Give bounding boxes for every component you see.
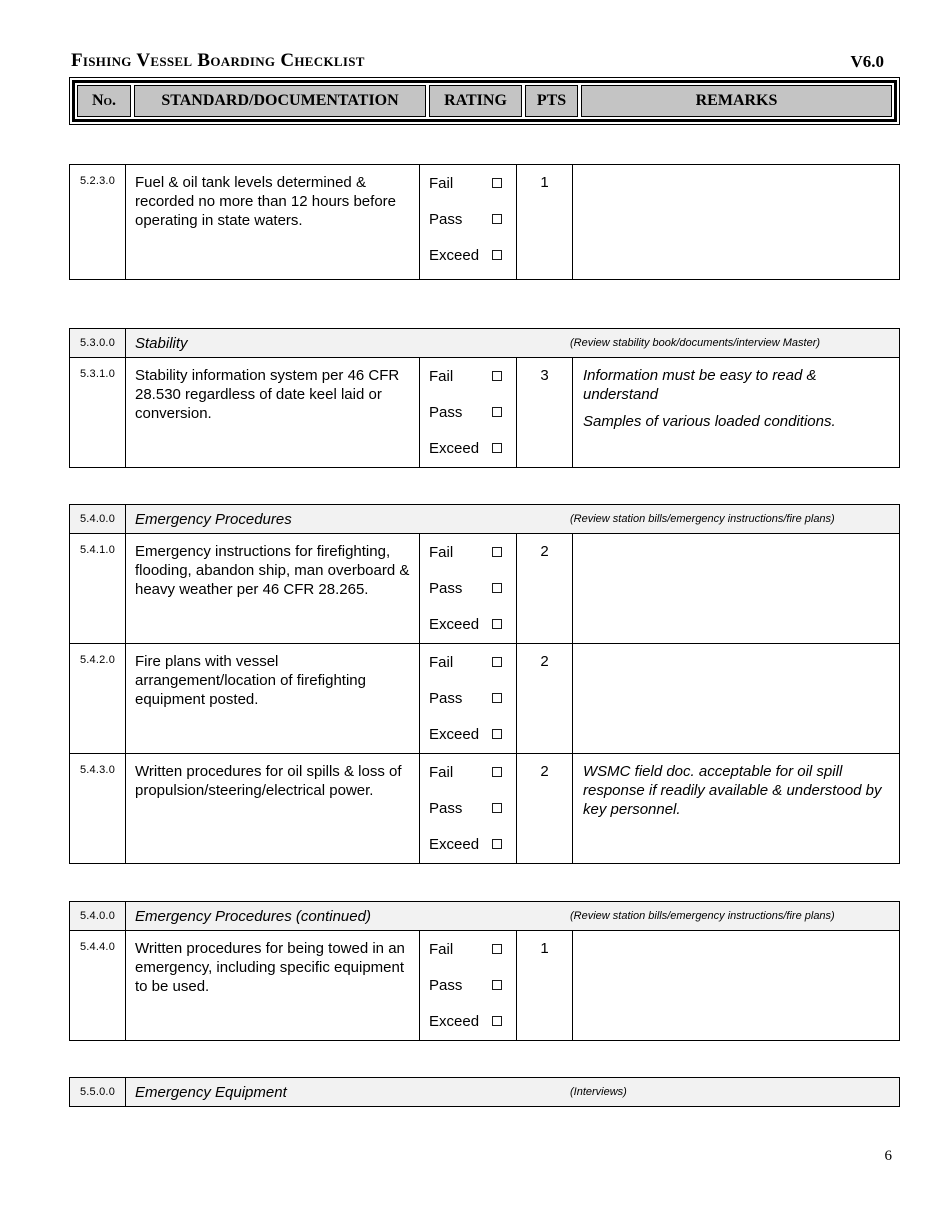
- rating-option-fail: [429, 366, 502, 386]
- exceed-label: Exceed: [429, 1012, 480, 1030]
- exceed-label: Exceed: [429, 439, 480, 457]
- pass-checkbox[interactable]: [492, 407, 502, 417]
- checklist-table: [69, 1077, 900, 1107]
- remarks-text: Samples of various loaded conditions.: [583, 413, 836, 430]
- section-header-cell: [125, 329, 899, 357]
- standard-text: Stability information system per 46 CFR 28.530 regardless of date keel laid or conversion.: [125, 358, 419, 467]
- standard-text: Written procedures for oil spills & loss of propulsion/steering/electrical power.: [125, 754, 419, 863]
- standard-text: Fuel & oil tank levels determined & recorded no more than 12 hours before operating in state waters.: [125, 165, 419, 279]
- rating-option-pass: [429, 975, 502, 995]
- pass-label: Pass: [429, 799, 463, 817]
- table-row: [70, 753, 899, 863]
- pts-value: 2: [516, 644, 572, 753]
- pass-checkbox[interactable]: [492, 803, 502, 813]
- rating-cell: [419, 931, 516, 1040]
- column-header-no: No.: [77, 85, 131, 117]
- column-header-remarks: REMARKS: [581, 85, 892, 117]
- row-number: 5.4.1.0: [79, 544, 116, 556]
- section-number: 5.3.0.0: [79, 337, 116, 349]
- remarks-cell: [572, 754, 899, 863]
- checklist-table: [69, 164, 900, 280]
- exceed-checkbox[interactable]: [492, 1016, 502, 1026]
- fail-checkbox[interactable]: [492, 178, 502, 188]
- section-note: (Review station bills/emergency instructions/fire plans): [570, 513, 835, 525]
- rating-option-exceed: [429, 245, 502, 265]
- table-row: [70, 357, 899, 467]
- remarks-text: Information must be easy to read & understand: [583, 367, 817, 403]
- section-number: 5.4.0.0: [79, 910, 116, 922]
- row-number: 5.2.3.0: [79, 175, 116, 187]
- section-note: (Review station bills/emergency instructions/fire plans): [570, 910, 835, 922]
- section-header-cell: [125, 505, 899, 533]
- row-number: 5.3.1.0: [79, 368, 116, 380]
- pass-checkbox[interactable]: [492, 214, 502, 224]
- pass-label: Pass: [429, 210, 463, 228]
- checklist-table: [69, 328, 900, 468]
- fail-checkbox[interactable]: [492, 944, 502, 954]
- rating-cell: [419, 358, 516, 467]
- remarks-cell: [572, 644, 899, 753]
- section-number: 5.4.0.0: [79, 513, 116, 525]
- pass-label: Pass: [429, 976, 463, 994]
- rating-option-fail: [429, 762, 502, 782]
- pass-label: Pass: [429, 579, 463, 597]
- rating-option-pass: [429, 578, 502, 598]
- checklist-header-inner: [72, 80, 897, 122]
- pass-checkbox[interactable]: [492, 693, 502, 703]
- rating-option-exceed: [429, 614, 502, 634]
- rating-option-exceed: [429, 438, 502, 458]
- exceed-label: Exceed: [429, 246, 480, 264]
- rating-cell: [419, 754, 516, 863]
- section-header-cell: [125, 902, 899, 930]
- table-row: [70, 930, 899, 1040]
- exceed-checkbox[interactable]: [492, 619, 502, 629]
- exceed-checkbox[interactable]: [492, 250, 502, 260]
- pass-label: Pass: [429, 403, 463, 421]
- fail-checkbox[interactable]: [492, 657, 502, 667]
- pts-value: 3: [516, 358, 572, 467]
- section-row: [70, 505, 899, 533]
- rating-option-fail: [429, 542, 502, 562]
- checklist-header-table: [69, 77, 900, 125]
- fail-label: Fail: [429, 653, 454, 671]
- row-number: 5.4.4.0: [79, 941, 116, 953]
- exceed-checkbox[interactable]: [492, 729, 502, 739]
- rating-cell: [419, 644, 516, 753]
- remarks-text: WSMC field doc. acceptable for oil spill response if readily available & understood by key personnel.: [583, 763, 882, 818]
- section-note: (Review stability book/documents/interview Master): [570, 337, 821, 349]
- checklist-table: [69, 504, 900, 864]
- rating-option-pass: [429, 209, 502, 229]
- fail-label: Fail: [429, 367, 454, 385]
- rating-option-pass: [429, 688, 502, 708]
- remarks-cell: [572, 165, 899, 279]
- fail-checkbox[interactable]: [492, 371, 502, 381]
- standard-text: Emergency instructions for firefighting, flooding, abandon ship, man overboard & heavy weather per 46 CFR 28.265.: [125, 534, 419, 643]
- exceed-label: Exceed: [429, 615, 480, 633]
- section-header-cell: [125, 1078, 899, 1106]
- section-row: [70, 1078, 899, 1106]
- section-number: 5.5.0.0: [79, 1086, 116, 1098]
- exceed-checkbox[interactable]: [492, 443, 502, 453]
- section-title: Emergency Procedures (continued): [135, 907, 371, 925]
- fail-checkbox[interactable]: [492, 547, 502, 557]
- remarks-cell: [572, 358, 899, 467]
- section-title: Emergency Equipment: [135, 1083, 287, 1101]
- table-row: [70, 533, 899, 643]
- pts-value: 1: [516, 165, 572, 279]
- exceed-label: Exceed: [429, 725, 480, 743]
- rating-option-pass: [429, 402, 502, 422]
- pass-checkbox[interactable]: [492, 980, 502, 990]
- rating-option-exceed: [429, 834, 502, 854]
- page-number: 6: [884, 1148, 892, 1164]
- rating-cell: [419, 534, 516, 643]
- table-row: [70, 643, 899, 753]
- section-title: Emergency Procedures: [135, 510, 292, 528]
- section-title: Stability: [135, 334, 188, 352]
- rating-option-fail: [429, 652, 502, 672]
- rating-option-pass: [429, 798, 502, 818]
- pass-label: Pass: [429, 689, 463, 707]
- rating-cell: [419, 165, 516, 279]
- exceed-checkbox[interactable]: [492, 839, 502, 849]
- standard-text: Written procedures for being towed in an emergency, including specific equipment to be used.: [125, 931, 419, 1040]
- rating-option-fail: [429, 939, 502, 959]
- standard-text: Fire plans with vessel arrangement/location of firefighting equipment posted.: [125, 644, 419, 753]
- pts-value: 2: [516, 754, 572, 863]
- rating-option-exceed: [429, 1011, 502, 1031]
- doc-header: [69, 0, 900, 72]
- fail-checkbox[interactable]: [492, 767, 502, 777]
- fail-label: Fail: [429, 763, 454, 781]
- row-number: 5.4.3.0: [79, 764, 116, 776]
- column-header-standard: STANDARD/DOCUMENTATION: [134, 85, 426, 117]
- section-note: (Interviews): [570, 1086, 627, 1098]
- version-label: V6.0: [850, 52, 884, 71]
- row-number: 5.4.2.0: [79, 654, 116, 666]
- pts-value: 2: [516, 534, 572, 643]
- remarks-cell: [572, 534, 899, 643]
- fail-label: Fail: [429, 940, 454, 958]
- section-row: [70, 329, 899, 357]
- fail-label: Fail: [429, 543, 454, 561]
- table-row: [70, 165, 899, 279]
- document-page: [69, 0, 900, 1107]
- remarks-cell: [572, 931, 899, 1040]
- exceed-label: Exceed: [429, 835, 480, 853]
- rating-option-exceed: [429, 724, 502, 744]
- pass-checkbox[interactable]: [492, 583, 502, 593]
- section-row: [70, 902, 899, 930]
- pts-value: 1: [516, 931, 572, 1040]
- checklist-table: [69, 901, 900, 1041]
- fail-label: Fail: [429, 174, 454, 192]
- page-title: Fishing Vessel Boarding Checklist: [71, 50, 365, 71]
- column-header-pts: PTS: [525, 85, 578, 117]
- rating-option-fail: [429, 173, 502, 193]
- column-header-rating: RATING: [429, 85, 522, 117]
